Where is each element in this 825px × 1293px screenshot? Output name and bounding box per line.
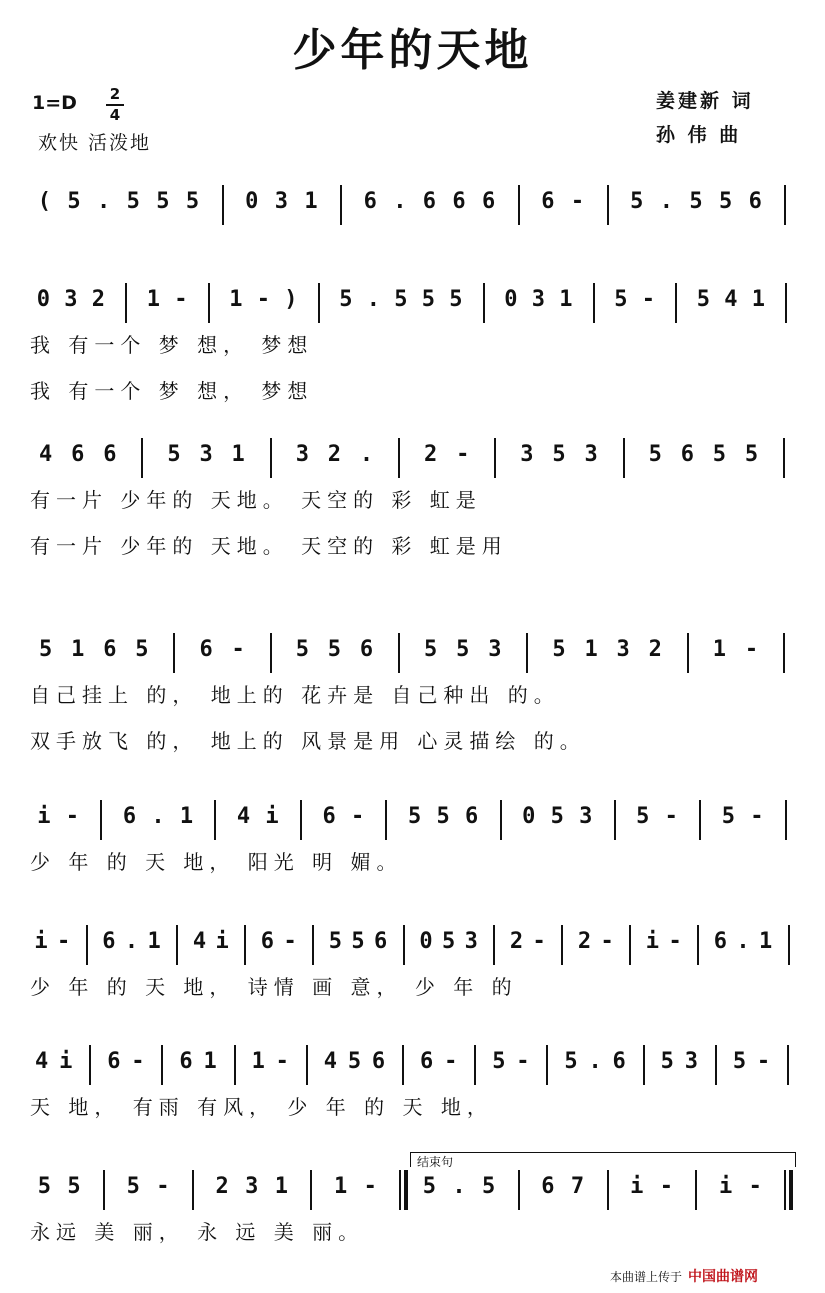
bar-line (546, 1045, 548, 1085)
note: i (265, 804, 279, 829)
note: - (363, 1174, 377, 1199)
note: 5 (327, 637, 342, 662)
note: 5 (126, 189, 140, 214)
note-line (0, 633, 825, 673)
note: 5 (67, 1174, 81, 1199)
tempo-marking: 欢快 活泼地 (38, 132, 152, 154)
note: - (600, 929, 614, 954)
note: 5 (339, 287, 353, 312)
note: - (174, 287, 188, 312)
bar-line (310, 1170, 312, 1210)
note: 5 (721, 804, 735, 829)
bar-line (403, 925, 405, 965)
bar-line (695, 1170, 697, 1210)
bar-line (234, 1045, 236, 1085)
bar-line (318, 283, 320, 323)
note: i (34, 929, 48, 954)
note: 5 (614, 287, 628, 312)
note: - (641, 287, 655, 312)
lyric-text: 自己挂上 的， 地上的 花卉是 自己种出 的。 (30, 683, 560, 707)
note: 5 (630, 189, 644, 214)
note: 5 (394, 287, 408, 312)
lyric-line (0, 1091, 825, 1121)
note: ) (284, 287, 298, 312)
lyric-text: 双手放飞 的， 地上的 风景是用 心灵描绘 的。 (30, 729, 586, 753)
note: 2 (424, 442, 438, 467)
note: 6 (107, 1049, 121, 1074)
note: - (275, 1049, 289, 1074)
note-line (0, 1045, 825, 1085)
note: 5 (185, 189, 200, 214)
note: 5 (660, 1049, 674, 1074)
note: 6 (179, 1049, 193, 1074)
bar-line (173, 633, 175, 673)
note: 3 (616, 637, 630, 662)
note: - (756, 1049, 771, 1074)
bar-line (493, 925, 495, 965)
note: . (151, 804, 165, 829)
footer-brand: 中国曲谱网 (688, 1269, 759, 1285)
bar-line (526, 633, 528, 673)
note: 5 (712, 442, 727, 467)
note: 5 (328, 929, 342, 954)
note: . (366, 287, 380, 312)
bar-line (270, 438, 272, 478)
note: i (37, 804, 51, 829)
lyric-text: 有一片 少年的 天地。 天空的 彩 虹是用 (30, 534, 508, 558)
note: 6 (103, 442, 117, 467)
note: 3 (488, 637, 502, 662)
note: 6 (541, 1174, 555, 1199)
bar-line (125, 283, 127, 323)
note: 3 (579, 804, 593, 829)
note: 1 (179, 804, 194, 829)
bar-line (500, 800, 502, 840)
bar-line (789, 1170, 793, 1210)
note: . (393, 189, 407, 214)
note: i (59, 1049, 73, 1074)
bar-line (785, 800, 787, 840)
bar-line (607, 1170, 609, 1210)
note: 6 (371, 1049, 386, 1074)
lyric-line (0, 530, 825, 560)
lyric-text: 少 年 的 天 地， 诗情 画 意， 少 年 的 (30, 975, 518, 999)
time-signature (106, 86, 124, 124)
note: - (570, 189, 585, 214)
bar-line (518, 1170, 520, 1210)
bar-line (398, 633, 400, 673)
note: 1 (584, 637, 598, 662)
bar-line (787, 1045, 789, 1085)
ending-bracket (410, 1152, 796, 1167)
note: 4 (236, 804, 251, 829)
note: - (65, 804, 80, 829)
note: 1 (231, 442, 245, 467)
note: 1 (751, 287, 765, 312)
note: . (124, 929, 139, 954)
note: 6 (71, 442, 85, 467)
note: 6 (422, 189, 437, 214)
bar-line (300, 800, 302, 840)
note: 6 (748, 189, 762, 214)
note: 5 (351, 929, 365, 954)
note-line (0, 283, 825, 323)
note: 5 (347, 1049, 362, 1074)
footer (610, 1266, 758, 1286)
note: 6 (465, 804, 479, 829)
bar-line (86, 925, 88, 965)
bar-line (141, 438, 143, 478)
note: 5 (744, 442, 759, 467)
note: 5 (37, 1174, 52, 1199)
note: - (532, 929, 546, 954)
note: 5 (482, 1174, 496, 1199)
lyric-line (0, 484, 825, 514)
note: 6 (103, 637, 117, 662)
bar-line (402, 1045, 404, 1085)
note: 0 (419, 929, 433, 954)
note: 5 (126, 1174, 140, 1199)
note: 6 (612, 1049, 626, 1074)
note: 2 (577, 929, 592, 954)
note: - (231, 637, 245, 662)
bar-line (687, 633, 689, 673)
note: 1 (146, 287, 160, 312)
note: ( (37, 189, 52, 214)
bar-line (222, 185, 224, 225)
note: 4 (39, 442, 53, 467)
bar-line (340, 185, 342, 225)
note: 6 (322, 804, 336, 829)
note: 1 (333, 1174, 348, 1199)
note: - (56, 929, 71, 954)
lyricist-credit: 姜建新 词 (656, 90, 754, 112)
note: 6 (713, 929, 727, 954)
bar-line (785, 283, 787, 323)
note: 1 (274, 1174, 288, 1199)
note: 4 (192, 929, 207, 954)
lyric-line (0, 375, 825, 405)
note-line (0, 438, 825, 478)
bar-line (593, 283, 595, 323)
note: 1 (759, 929, 773, 954)
note: 3 (274, 189, 288, 214)
bar-line (788, 925, 790, 965)
note: 3 (584, 442, 598, 467)
bar-line (385, 800, 387, 840)
bar-line (161, 1045, 163, 1085)
bar-line (312, 925, 314, 965)
bar-line (783, 633, 785, 673)
bar-line (103, 1170, 105, 1210)
note: 5 (456, 637, 470, 662)
note: 6 (541, 189, 555, 214)
note: - (256, 287, 270, 312)
note: 5 (67, 189, 81, 214)
note: 3 (64, 287, 78, 312)
note: i (215, 929, 229, 954)
note: 5 (424, 637, 438, 662)
bar-line (404, 1170, 408, 1210)
note: 2 (509, 929, 524, 954)
note: - (668, 929, 682, 954)
bar-line (176, 925, 178, 965)
note-line (0, 800, 825, 840)
bar-line (208, 283, 210, 323)
note: 1 (304, 189, 318, 214)
note: . (359, 442, 374, 467)
note: 4 (724, 287, 738, 312)
lyric-line (0, 971, 825, 1001)
note: 0 (36, 287, 50, 312)
note: 3 (531, 287, 545, 312)
note: 4 (35, 1049, 49, 1074)
lyric-text: 我 有一个 梦 想， 梦想 (30, 333, 314, 357)
note-line (0, 1170, 825, 1210)
note: 4 (323, 1049, 338, 1074)
note: 5 (421, 287, 435, 312)
note: 1 (712, 637, 727, 662)
time-signature-top: 2 (109, 85, 121, 103)
note: . (659, 189, 673, 214)
note: 6 (482, 189, 496, 214)
note: - (664, 804, 678, 829)
note: 2 (648, 637, 662, 662)
note: 5 (550, 804, 564, 829)
bar-line (643, 1045, 645, 1085)
note: 1 (251, 1049, 265, 1074)
bar-line (483, 283, 485, 323)
bar-line (783, 438, 785, 478)
note: i (630, 1174, 644, 1199)
bar-line (474, 1045, 476, 1085)
note: 3 (295, 442, 309, 467)
bar-line (214, 800, 216, 840)
bar-line (398, 438, 400, 478)
note: 5 (156, 189, 170, 214)
song-title: 少年的天地 (292, 25, 533, 76)
note: - (516, 1049, 530, 1074)
note: - (444, 1049, 458, 1074)
note: 5 (39, 637, 53, 662)
bar-line (89, 1045, 91, 1085)
note: - (350, 804, 365, 829)
bar-line (399, 1170, 401, 1210)
note: 7 (570, 1174, 585, 1199)
note: 3 (464, 929, 478, 954)
note: 5 (696, 287, 710, 312)
lyric-line (0, 329, 825, 359)
lyric-line (0, 679, 825, 709)
note-line (0, 925, 825, 965)
bar-line (629, 925, 631, 965)
bar-line (518, 185, 520, 225)
note: . (452, 1174, 466, 1199)
bar-line (614, 800, 616, 840)
bar-line (244, 925, 246, 965)
note: 5 (492, 1049, 506, 1074)
note: - (131, 1049, 145, 1074)
note: - (156, 1174, 170, 1199)
note: 5 (449, 287, 463, 312)
bar-line (607, 185, 609, 225)
note: 6 (199, 637, 213, 662)
note: 5 (648, 442, 662, 467)
note: 6 (374, 929, 388, 954)
note: 3 (684, 1049, 698, 1074)
note: 6 (452, 189, 466, 214)
note: 6 (363, 189, 377, 214)
note: 1 (229, 287, 243, 312)
note: 5 (732, 1049, 747, 1074)
bar-line (675, 283, 677, 323)
note: 6 (420, 1049, 434, 1074)
bar-line (561, 925, 563, 965)
lyric-text: 天 地， 有雨 有风， 少 年 的 天 地， (30, 1095, 493, 1119)
note: 6 (122, 804, 137, 829)
lyric-line (0, 846, 825, 876)
note: 5 (436, 804, 450, 829)
note: 5 (718, 189, 733, 214)
note: 1 (203, 1049, 217, 1074)
note: - (748, 1174, 762, 1199)
note: 0 (504, 287, 518, 312)
bar-line (100, 800, 102, 840)
note: - (750, 804, 764, 829)
bar-line (270, 633, 272, 673)
note: 0 (245, 189, 259, 214)
note: 6 (359, 637, 374, 662)
note: 5 (689, 189, 703, 214)
bar-line (784, 1170, 786, 1210)
bar-line (306, 1045, 308, 1085)
note: - (659, 1174, 673, 1199)
note: 6 (102, 929, 116, 954)
lyric-text: 少 年 的 天 地， 阳光 明 媚。 (30, 850, 403, 874)
note: 5 (167, 442, 181, 467)
note: 6 (260, 929, 275, 954)
note: i (645, 929, 660, 954)
note: 1 (147, 929, 161, 954)
bar-line (697, 925, 699, 965)
bar-line (699, 800, 701, 840)
note: 2 (91, 287, 105, 312)
note: 6 (680, 442, 694, 467)
note: - (283, 929, 297, 954)
note: 1 (71, 637, 85, 662)
ending-label: 结束句 (417, 1155, 454, 1169)
note: - (456, 442, 470, 467)
note: 0 (522, 804, 536, 829)
note: 5 (135, 637, 149, 662)
note: 3 (520, 442, 534, 467)
note: 5 (552, 637, 566, 662)
lyric-line (0, 1216, 825, 1246)
bar-line (494, 438, 496, 478)
note: 5 (408, 804, 422, 829)
lyric-text: 我 有一个 梦 想， 梦想 (30, 379, 314, 403)
note: 5 (636, 804, 650, 829)
note: 5 (552, 442, 566, 467)
bar-line (192, 1170, 194, 1210)
bar-line (715, 1045, 717, 1085)
note: 3 (199, 442, 213, 467)
note: . (736, 929, 750, 954)
lyric-text: 有一片 少年的 天地。 天空的 彩 虹是 (30, 488, 482, 512)
note: . (588, 1049, 602, 1074)
bar-line (623, 438, 625, 478)
note: . (97, 189, 111, 214)
composer-credit: 孙 伟 曲 (656, 124, 742, 146)
time-signature-bottom: 4 (109, 106, 121, 124)
note-line (0, 185, 825, 225)
note: 3 (245, 1174, 259, 1199)
footer-text: 本曲谱上传于 (610, 1270, 683, 1284)
key-signature: 1=D (32, 92, 77, 114)
note: i (718, 1174, 733, 1199)
lyric-text: 永远 美 丽， 永 远 美 丽。 (30, 1220, 365, 1244)
note: 5 (295, 637, 309, 662)
note: 5 (441, 929, 456, 954)
note: - (744, 637, 759, 662)
note: 1 (559, 287, 573, 312)
bar-line (784, 185, 786, 225)
note: 5 (422, 1174, 437, 1199)
note: 2 (215, 1174, 229, 1199)
note: 2 (327, 442, 342, 467)
note: 5 (564, 1049, 578, 1074)
lyric-line (0, 725, 825, 755)
